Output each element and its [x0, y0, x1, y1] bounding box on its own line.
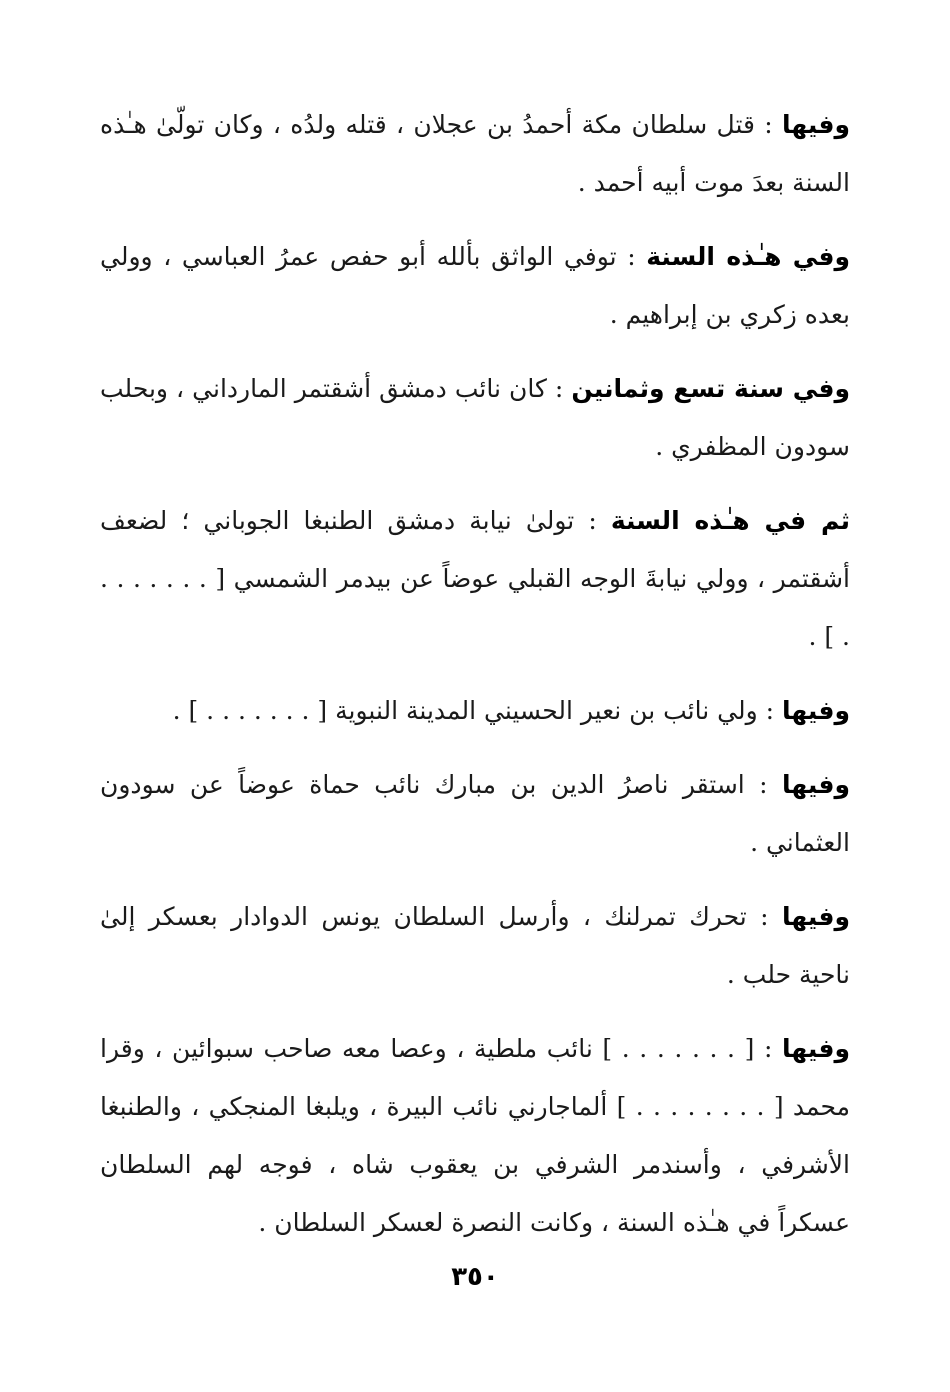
paragraph-body: : تحرك تمرلنك ، وأرسل السلطان يونس الدوادار بعسكر إلىٰ ناحية حلب . [100, 902, 850, 989]
paragraph-2 [100, 228, 850, 344]
paragraph-body: : تولىٰ نيابة دمشق الطنبغا الجوباني ؛ لضعف أشقتمر ، وولي نيابةَ الوجه القبلي عوضاً عن بيدمر الشمسي [ . . . . . . . . ] . [100, 506, 850, 651]
paragraph-7 [100, 888, 850, 1004]
paragraph-body: : كان نائب دمشق أشقتمر المارداني ، وبحلب سودون المظفري . [100, 374, 850, 461]
paragraph-body: : توفي الواثق بألله أبو حفص عمرُ العباسي ، وولي بعده زكري بن إبراهيم . [100, 242, 850, 329]
paragraph-lead: وفيها [781, 770, 850, 799]
paragraph-8 [100, 1020, 850, 1252]
paragraph-lead: وفي هـٰذه السنة [646, 242, 851, 271]
paragraph-body: : [ . . . . . . . ] نائب ملطية ، وعصا معه صاحب سبوائين ، وقرا محمد [ . . . . . . . . ] ألماجارني نائب البيرة ، ويلبغا المنجكي ، والطنبغا الأشرفي ، وأسندمر الشرفي بن يعقوب شاه ، فوجه لهم السلطان عسكراً في هـٰذه السنة ، وكانت النصرة لعسكر السلطان . [100, 1034, 850, 1237]
paragraph-body: : قتل سلطان مكة أحمدُ بن عجلان ، قتله ولدُه ، وكان تولّىٰ هـٰذه السنة بعدَ موت أبيه أحمد . [100, 110, 850, 197]
paragraph-lead: وفيها [781, 696, 850, 725]
page-text [100, 96, 850, 1268]
paragraph-lead: وفيها [781, 902, 850, 931]
paragraph-lead: ثم في هـٰذه السنة [610, 506, 850, 535]
paragraph-lead: وفيها [781, 1034, 850, 1063]
paragraph-3 [100, 360, 850, 476]
paragraph-5 [100, 682, 850, 740]
paragraph-lead: وفيها [781, 110, 850, 139]
paragraph-body: : ولي نائب بن نعير الحسيني المدينة النبوية [ . . . . . . . ] . [172, 696, 782, 725]
paragraph-body: : استقر ناصرُ الدين بن مبارك نائب حماة عوضاً عن سودون العثماني . [100, 770, 850, 857]
paragraph-1 [100, 96, 850, 212]
paragraph-6 [100, 756, 850, 872]
page-number: ٣٥٠ [451, 1262, 499, 1292]
paragraph-4 [100, 492, 850, 666]
paragraph-lead: وفي سنة تسع وثمانين [571, 374, 850, 403]
